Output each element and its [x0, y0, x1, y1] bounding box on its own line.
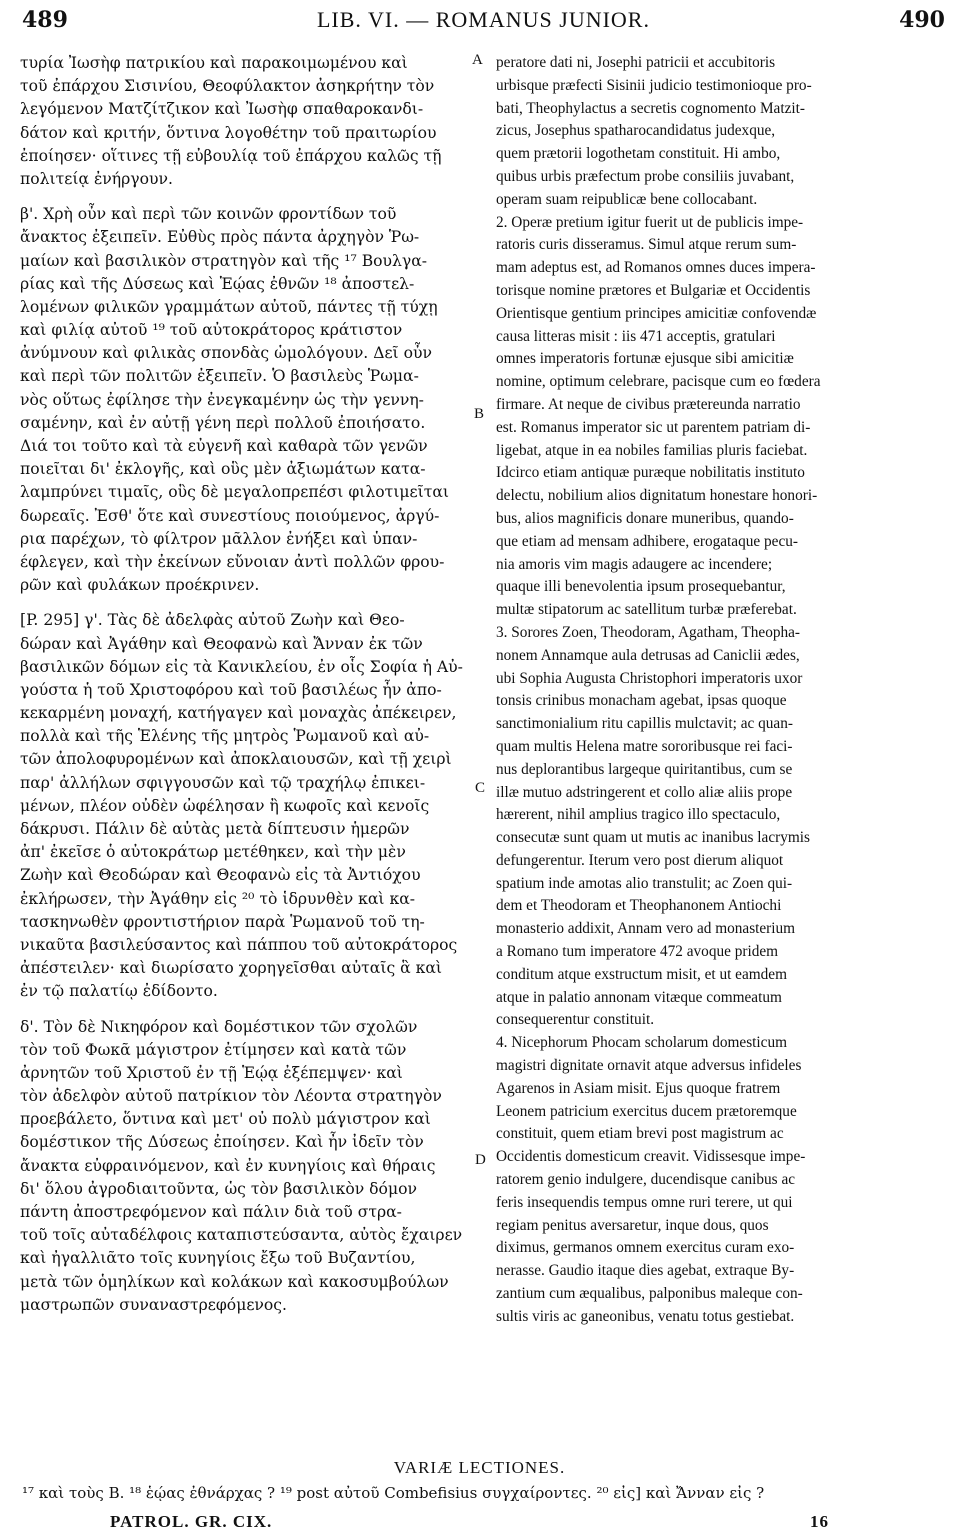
text-line: τοῦ ἐπάρχου Σισινίου, Θεοφύλακτον ἀσηκρήτην τὸν: [20, 77, 435, 96]
footer-sheet-number: 16: [810, 1512, 829, 1531]
text-line: est. Romanus imperator sic ut parentem patriam di-: [496, 418, 811, 436]
right-page-number: 490: [899, 7, 945, 33]
text-line: λεγόμενον Ματζίτζικον καὶ Ἰωσὴφ σπαθαροκανδι-: [20, 100, 424, 119]
text-line: τῶν ἀπολοφυρομένων καὶ ἀποκλαιουσῶν, καὶ τῇ χειρὶ: [20, 750, 452, 769]
text-line: δωρεαῖς. Ἐσθ' ὅτε καὶ συνεστίους ποιούμενος, ἀργύ-: [20, 506, 440, 525]
text-line: πάντη ἀποστρεφόμενον καὶ πάλιν διὰ τοῦ στρα-: [20, 1203, 402, 1221]
text-line: ligebat, atque in ea nobiles familias pluris faciebat.: [496, 441, 808, 459]
text-line: nia amoris vim magis adaugere ac incendere;: [496, 555, 773, 573]
text-line: καὶ φιλίᾳ αὐτοῦ ¹⁹ τοῦ αὐτοκράτορος κράτιστον: [20, 321, 403, 340]
text-line: τὸν τοῦ Φωκᾶ μάγιστρον ἐτίμησεν καὶ κατὰ τῶν: [20, 1040, 407, 1059]
text-line: 3. Sorores Zoen, Theodoram, Agatham, Theopha-: [496, 623, 801, 641]
text-line: δάκρυσι. Πάλιν δὲ αὐτὰς μετὰ δίπτευσιν ἡμερῶν: [20, 820, 410, 838]
text-line: Occidentis domesticum creavit. Vidissesque impe-: [496, 1148, 806, 1166]
text-line: δ'. Τὸν δὲ Νικηφόρον καὶ δομέστικον τῶν σχολῶν: [20, 1017, 418, 1036]
text-line: quaque illi benevolentia ipsum prosequebantur,: [496, 578, 786, 596]
text-line: ἀπέστειλεν· καὶ διωρίσατο χορηγεῖσθαι αὐταῖς ἃ καὶ: [20, 959, 443, 978]
text-line: Orientisque gentium principes amicitiæ confovendæ: [496, 304, 817, 322]
text-line: nomine, optimum celebrare, pacisque cum eo fœdera: [496, 373, 821, 391]
text-line: ἐποίησεν· οἵτινες τῇ εὐβουλίᾳ τοῦ ἐπάρχου καλῶς τῇ: [20, 146, 442, 165]
text-line: καὶ ἠγαλλιᾶτο τοῖς κυνηγίοις ἔξω τοῦ Βυζαντίου,: [20, 1249, 416, 1268]
text-line: ποιεῖται δι' ἐκλογῆς, καὶ οὓς μὲν ἀξιωμάτων κατα-: [20, 460, 426, 479]
variae-lectiones-heading: VARIÆ LECTIONES.: [393, 1458, 566, 1477]
text-line: conditum atque exstructum misit, et ut eamdem: [496, 965, 787, 983]
text-line: dem et Theodoram et Theophanonem Antiochi: [496, 897, 782, 915]
text-line: mam adeptus est, ad Romanos omnes duces impera-: [496, 259, 816, 277]
text-line: πολλὰ καὶ τῆς Ἑλένης τῆς μητρὸς Ῥωμανοῦ καὶ αὐ-: [20, 727, 430, 746]
margin-letter-c: C: [475, 780, 486, 796]
text-line: magistri dignitate ornavit atque adversus infideles: [496, 1057, 802, 1075]
text-line: constituit, quem etiam brevi post magistrum ac: [496, 1125, 784, 1143]
text-line: ἀνύμνουν καὶ φιλικὰς σπονδὰς ὡμολόγουν. Δεῖ οὖν: [20, 344, 432, 363]
text-line: hærerent, nihil amplius tragico illo spectaculo,: [496, 806, 781, 824]
text-line: παρ' ἀλλήλων σφιγγουσῶν καὶ τῷ τραχήλῳ ἐπικει-: [20, 773, 426, 792]
text-line: λομένων φιλικῶν γραμμάτων αὐτοῦ, πάντες τῇ τύχῃ: [20, 297, 438, 316]
text-line: Διά τοι τοῦτο καὶ τὰ εὐγενῆ καὶ καθαρὰ τῶν γενῶν: [20, 437, 428, 455]
text-line: nonem Annamque aula detrusas ad Caniclii ædes,: [496, 646, 800, 664]
text-line: ρια παρέχων, τὸ φίλτρον μᾶλλον ἐνήξει καὶ ὑπαν-: [20, 529, 418, 548]
text-line: πολιτείᾳ ἐνήργουν.: [20, 169, 173, 188]
text-line: illæ mutuo adstringerent et collo aliæ aliis prope: [496, 783, 793, 801]
text-line: κεκαρμένη μοναχή, κατήγαγεν καὶ μοναχὰς ἀπέκειρεν,: [20, 704, 457, 723]
text-line: δι' ὅλου ἀγροδιαιτοῦντα, ὡς τὸν βασιλικὸν δόμον: [20, 1179, 417, 1198]
text-line: τυρία Ἰωσὴφ πατρικίου καὶ παρακοιμωμένου καὶ: [20, 54, 408, 72]
text-line: multæ stipatorum ac satellitum turbæ præferebat.: [496, 601, 797, 619]
text-line: μαίων καὶ βασιλικὸν στρατηγὸν καὶ τῆς ¹⁷ Βουλγα-: [20, 251, 428, 270]
text-line: ἄνακτος ἐξειπεῖν. Εὐθὺς πρὸς πάντα ἀρχηγὸν Ῥω-: [20, 228, 420, 247]
text-line: omnes imperatoris fortunæ ejusque sibi amicitiæ: [496, 350, 794, 368]
text-line: νὸς οὕτως ἐφίλησε τὴν ἐνεγκαμένην ὡς τὴν γεννη-: [20, 390, 424, 409]
text-line: δώραν καὶ Ἀγάθην καὶ Θεοφανὼ καὶ Ἄνναν ἐκ τῶν: [20, 634, 423, 653]
text-line: que etiam ad mensam adhibere, erogataque pecu-: [496, 532, 798, 550]
text-line: torisque nomine prætores et Bulgariæ et Occidentis: [496, 281, 811, 299]
greek-text-column: [20, 52, 468, 1317]
text-line: [20, 191, 468, 203]
text-line: γούστα ἡ τοῦ Χριστοφόρου καὶ τοῦ βασιλέως ἦν ἀπο-: [20, 680, 442, 699]
text-line: ρίας καὶ τῆς Δύσεως καὶ Ἑῴας ἐθνῶν ¹⁸ ἀποστελ-: [20, 274, 415, 293]
text-line: ρῶν καὶ φυλάκων προέκρινεν.: [20, 576, 260, 595]
text-line: zantium cum æqualibus, palponibus maleque con-: [496, 1285, 803, 1303]
text-line: a Romano tum imperatore 472 avoque pridem: [496, 943, 779, 961]
text-line: ratorem genio indulgere, ducendisque canibus ac: [496, 1171, 796, 1189]
text-line: Agarenos in Asiam misit. Ejus quoque fratrem: [496, 1079, 781, 1097]
text-line: 4. Nicephorum Phocam scholarum domesticum: [496, 1034, 788, 1052]
text-line: bati, Theophylactus a secretis cognomento Matzit-: [496, 99, 805, 117]
text-line: quibus urbis præfectum probe consiliis juvabant,: [496, 167, 795, 185]
text-line: sultis viris ac ganeonibus, venatu totus gestiebat.: [496, 1307, 795, 1325]
text-line: tonsis crinibus monacham agebat, ipsas quoque: [496, 692, 787, 710]
text-line: μένων, πλέον οὐδὲν ὠφέλησαν ἢ κωφοῖς καὶ κενοῖς: [20, 796, 430, 815]
text-line: [20, 597, 468, 609]
text-line: bus, alios magnificis donare muneribus, quando-: [496, 509, 794, 527]
text-line: τασκηνωθὲν φροντιστήριον παρὰ Ῥωμανοῦ τοῦ τη-: [20, 912, 425, 931]
text-line: 2. Operæ pretium igitur fuerit ut de publicis impe-: [496, 213, 804, 231]
running-title: LIB. VI. — ROMANUS JUNIOR.: [316, 7, 650, 32]
text-line: spatium inde amotas alio transtulit; ac Zoen qui-: [496, 874, 793, 892]
text-line: ubi Sophia Augusta Christophori imperatoris uxor: [496, 669, 803, 687]
text-line: delectu, nobilium alios dignitatum honestare honori-: [496, 487, 818, 505]
text-line: ἐκλήρωσεν, τὴν Ἀγάθην εἰς ²⁰ τὸ ἱδρυνθὲν καὶ κα-: [20, 889, 416, 908]
text-line: έφλεγεν, καὶ τὴν ἐκείνων εὔνοιαν ἀντὶ πολλῶν φρου-: [20, 552, 445, 571]
text-line: peratore dati ni, Josephi patricii et accubitoris: [496, 54, 776, 71]
left-page-number: 489: [22, 7, 68, 33]
latin-text-column: [496, 52, 948, 1329]
text-line: μετὰ τῶν ὁμηλίκων καὶ κολάκων καὶ κακοσυμβούλων: [20, 1272, 449, 1291]
text-line: urbisque præfecti Sisinii judicio testimonioque pro-: [496, 76, 812, 94]
text-line: ἐν τῷ παλατίῳ ἐδίδοντο.: [20, 982, 218, 1001]
variae-lectiones-notes: ¹⁷ καὶ τοὺς B. ¹⁸ ἑῴας ἐθνάρχας ? ¹⁹ post αὐτοῦ Combefisius συγχαίροντες. ²⁰ εἰς] καὶ Ἄνναν εἰς ?: [22, 1484, 765, 1502]
running-header: [22, 6, 945, 34]
text-line: causa litteras misit : iis 471 acceptis, gratulari: [496, 327, 776, 345]
text-line: Idcirco etiam antiquæ puræque nobilitatis instituto: [496, 464, 805, 482]
text-line: monasterio addixit, Annam vero ad monasterium: [496, 920, 796, 938]
text-line: τοῦ τοῖς αὐταδέλφοις καταπιστεύσαντα, αὐτὸς ἔχαιρεν: [20, 1226, 463, 1245]
text-line: β'. Χρὴ οὖν καὶ περὶ τῶν κοινῶν φροντίδων τοῦ: [20, 205, 397, 224]
text-line: regiam penitus aversaretur, inque dous, quos: [496, 1216, 769, 1234]
text-line: sanctimonialium ritu capillis mulctavit; ac quan-: [496, 715, 793, 733]
text-line: ἄνακτα εὐφραινόμενον, καὶ ἐν κυνηγίοις καὶ θήραις: [20, 1156, 436, 1175]
margin-letter-a: A: [472, 52, 483, 68]
text-line: νικαῦτα βασιλεύσαντος καὶ πάππου τοῦ αὐτοκράτορος: [20, 935, 458, 954]
text-line: Leonem patricium exercitus ducem prætoremque: [496, 1102, 797, 1120]
text-line: λαμπρύνει τιμαῖς, οὓς δὲ μεγαλοπρεπέσι φιλοτιμεῖται: [20, 483, 450, 502]
text-line: defungerentur. Iterum vero post dierum aliquot: [496, 851, 784, 869]
text-line: diximus, germanos omnem exercitus curam exo-: [496, 1239, 795, 1257]
footer-signature: PATROL. GR. CIX.: [110, 1512, 273, 1531]
text-line: ἀρνητῶν τοῦ Χριστοῦ ἐν τῇ Ἑῴᾳ ἐξέπεμψεν· καὶ: [20, 1063, 403, 1082]
text-line: nerasse. Gaudio itaque dies agebat, extraque By-: [496, 1262, 795, 1280]
text-line: ratoris curis disseramus. Simul atque rerum sum-: [496, 236, 797, 254]
margin-letter-d: D: [475, 1152, 486, 1168]
text-line: σαμένην, καὶ ἐν αὐτῇ γένη περὶ πολλοῦ ἐποιήσατο.: [20, 413, 426, 432]
text-line: quem prætorii logothetam constituit. Hi ambo,: [496, 145, 781, 163]
text-line: Ζωὴν καὶ Θεοδώραν καὶ Θεοφανὼ εἰς τὰ Ἀντιόχου: [20, 866, 421, 885]
text-line: μαστρωπῶν συναναστρεφόμενος.: [20, 1295, 287, 1314]
text-line: τὸν ἀδελφὸν αὐτοῦ πατρίκιον τὸν Λέοντα στρατηγὸν: [20, 1087, 442, 1106]
text-line: βασιλικῶν δόμων εἰς τὰ Κανικλείου, ἐν οἷς Σοφία ἡ Αὐ-: [20, 657, 463, 676]
margin-letter-b: B: [474, 406, 485, 422]
text-line: consecutæ sunt quam ut mutis ac inanibus lacrymis: [496, 829, 810, 847]
text-line: feris insequendis tempus omne ruri terere, ut qui: [496, 1193, 793, 1211]
text-line: zicus, Josephus spatharocandidatus judexque,: [496, 122, 776, 140]
text-line: δομέστικον τῆς Δύσεως ἐποίησεν. Καὶ ἦν ἰδεῖν τὸν: [20, 1133, 424, 1152]
text-line: ἀπ' ἐκεῖσε ὁ αὐτοκράτωρ μετέθηκεν, καὶ τὴν μὲν: [20, 843, 406, 862]
text-line: atque in palatio annonam vitæque commeatum: [496, 988, 782, 1006]
text-line: [20, 1004, 468, 1016]
text-line: δάτον καὶ κριτήν, ὅντινα λογοθέτην τοῦ πραιτωρίου: [20, 123, 437, 142]
text-line: firmare. At neque de civibus prætereunda narratio: [496, 395, 801, 413]
text-line: operam suam reipublicæ bene collocabant.: [496, 190, 758, 208]
text-line: [P. 295] γ'. Τὰς δὲ ἀδελφὰς αὐτοῦ Ζωὴν καὶ Θεο-: [20, 611, 405, 630]
text-line: consequerentur constituit.: [496, 1011, 655, 1029]
text-line: προεβάλετο, ὅντινα καὶ μετ' οὐ πολὺ μάγιστρον καὶ: [20, 1110, 431, 1129]
text-line: nus deplorantibus largeque quiritantibus, cum se: [496, 760, 793, 778]
text-line: quam multis Helena matre sororibusque rei faci-: [496, 737, 793, 755]
text-line: καὶ περὶ τῶν πολιτῶν ἐξειπεῖν. Ὁ βασιλεὺς Ῥωμα-: [20, 367, 419, 386]
